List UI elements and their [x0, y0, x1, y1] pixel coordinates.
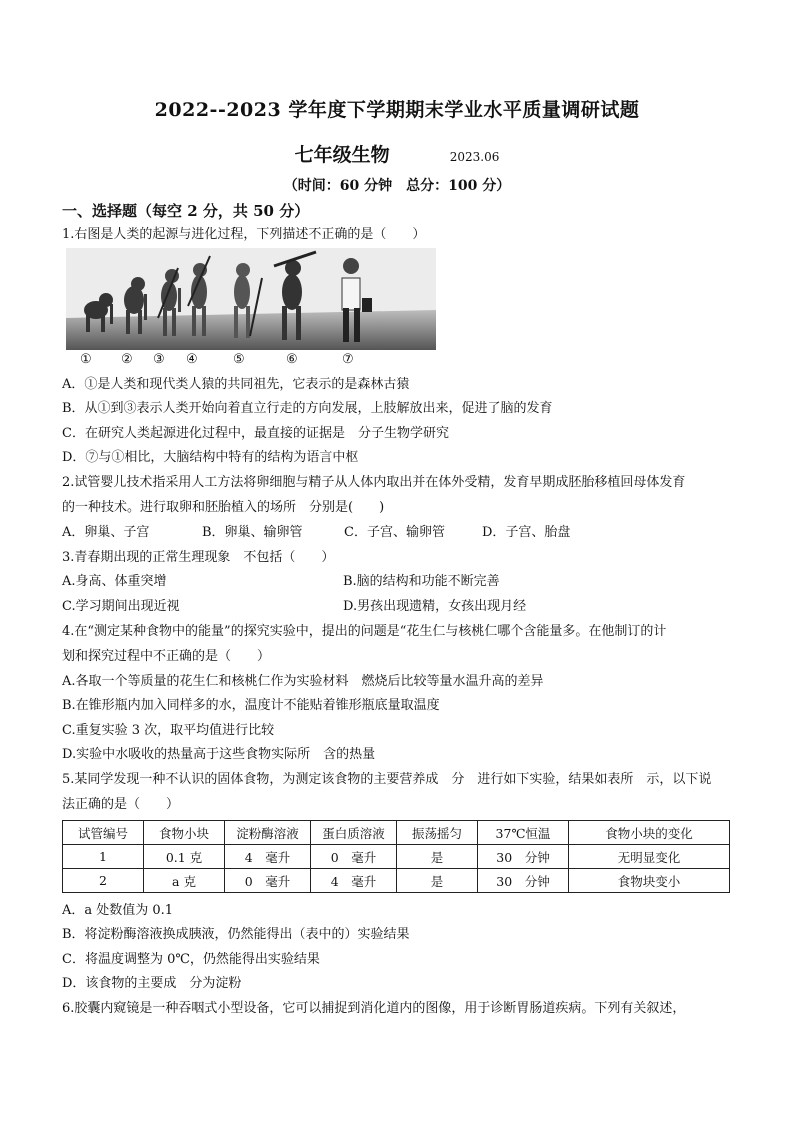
table-cell: 30 分钟: [478, 845, 569, 869]
q1-option-c: C．在研究人类起源进化过程中，最直接的证据是 分子生物学研究: [62, 426, 449, 441]
q2-option-a: A．卵巢、子宫: [62, 525, 150, 540]
q3-stem: 3.青春期出现的正常生理现象 不包括（ ）: [62, 550, 335, 565]
q1-stem: 1.右图是人类的起源与进化过程，下列描述不正确的是（ ）: [62, 227, 426, 242]
q1-option-d: D．⑦与①相比，大脑结构中特有的结构为语言中枢: [62, 450, 359, 465]
table-cell: 是: [397, 845, 478, 869]
figure-label-6: ⑥: [286, 352, 298, 367]
q2-option-c: C．子宫、输卵管: [344, 525, 445, 540]
table-cell: 食物块变小: [569, 869, 730, 893]
section-heading: 一、选择题（每空 2 分，共 50 分）: [62, 202, 310, 220]
table-header-cell: 37℃恒温: [478, 821, 569, 845]
q2-stem-line-2: 的一种技术。进行取卵和胚胎植入的场所 分别是( ): [62, 500, 385, 515]
q2-stem-line-1: 2.试管婴儿技术指采用人工方法将卵细胞与精子从人体内取出并在体外受精，发育早期成胚胎移植回母体发育: [62, 475, 686, 490]
q5-data-table: [62, 820, 730, 893]
q3-option-c: C.学习期间出现近视: [62, 599, 180, 614]
q4-option-c: C.重复实验 3 次，取平均值进行比较: [62, 723, 275, 738]
q3-option-b: B.脑的结构和功能不断完善: [343, 574, 500, 589]
table-header-cell: 振荡摇匀: [397, 821, 478, 845]
table-cell: 2: [63, 869, 144, 893]
exam-title: 2022--2023 学年度下学期期末学业水平质量调研试题: [154, 99, 640, 121]
q2-options: [62, 524, 730, 542]
table-cell: 4 毫升: [311, 869, 397, 893]
table-cell: 30 分钟: [478, 869, 569, 893]
q4-option-b: B.在锥形瓶内加入同样多的水，温度计不能贴着锥形瓶底量取温度: [62, 698, 440, 713]
q5-option-d: D．该食物的主要成 分为淀粉: [62, 976, 242, 991]
table-cell: 0.1 克: [144, 845, 225, 869]
q4-stem-line-1: 4.在“测定某种食物中的能量”的探究实验中，提出的问题是“花生仁与核桃仁哪个含能量多。在他制订的计: [62, 624, 667, 639]
table-cell: 1: [63, 845, 144, 869]
table-header-row: [63, 821, 730, 845]
table-cell: 0 毫升: [311, 845, 397, 869]
exam-time-info: （时间：60 分钟 总分：100 分）: [283, 178, 511, 194]
human-evolution-figure: [66, 248, 436, 350]
table-header-cell: 淀粉酶溶液: [225, 821, 311, 845]
figure-label-3: ③: [153, 352, 165, 367]
table-cell: 是: [397, 869, 478, 893]
q1-option-b: B．从①到③表示人类开始向着直立行走的方向发展，上肢解放出来，促进了脑的发育: [62, 401, 553, 416]
figure-label-4: ④: [186, 352, 198, 367]
table-cell: 4 毫升: [225, 845, 311, 869]
q5-option-b: B．将淀粉酶溶液换成胰液，仍然能得出（表中的）实验结果: [62, 927, 410, 942]
q6-stem: 6.胶囊内窥镜是一种吞咽式小型设备，它可以捕捉到消化道内的图像，用于诊断胃肠道疾病。下列有关叙述，: [62, 1001, 686, 1016]
q4-option-a: A.各取一个等质量的花生仁和核桃仁作为实验材料 燃烧后比较等量水温升高的差异: [62, 674, 544, 689]
q2-option-d: D．子宫、胎盘: [482, 525, 571, 540]
table-row: [63, 869, 730, 893]
figure-label-7: ⑦: [342, 352, 354, 367]
figure-label-2: ②: [121, 352, 133, 367]
table-header-cell: 食物小块的变化: [569, 821, 730, 845]
q3-option-a: A.身高、体重突增: [62, 574, 167, 589]
table-cell: 无明显变化: [569, 845, 730, 869]
q5-stem-line-1: 5.某同学发现一种不认识的固体食物，为测定该食物的主要营养成 分 进行如下实验，结果如表所 示，以下说: [62, 772, 712, 787]
figure-number-labels: [80, 352, 380, 370]
exam-date: 2023.06: [449, 150, 500, 164]
figure-label-1: ①: [80, 352, 92, 367]
q5-stem-line-2: 法正确的是（ ）: [62, 797, 180, 812]
subtitle-row: [0, 140, 794, 167]
q5-option-a: A．a 处数值为 0.1: [62, 903, 174, 918]
table-cell: a 克: [144, 869, 225, 893]
q5-option-c: C．将温度调整为 0℃，仍然能得出实验结果: [62, 952, 320, 967]
table-row: [63, 845, 730, 869]
q2-option-b: B．卵巢、输卵管: [202, 525, 303, 540]
q1-option-a: A．①是人类和现代类人猿的共同祖先，它表示的是森林古猿: [62, 377, 410, 392]
q4-stem-line-2: 划和探究过程中不正确的是（ ）: [62, 649, 271, 664]
table-header-cell: 蛋白质溶液: [311, 821, 397, 845]
table-cell: 0 毫升: [225, 869, 311, 893]
q3-option-d: D.男孩出现遗精，女孩出现月经: [343, 599, 527, 614]
figure-label-5: ⑤: [233, 352, 245, 367]
exam-subject: 七年级生物: [294, 144, 390, 166]
q4-option-d: D.实验中水吸收的热量高于这些食物实际所 含的热量: [62, 747, 376, 762]
table-header-cell: 试管编号: [63, 821, 144, 845]
table-header-cell: 食物小块: [144, 821, 225, 845]
